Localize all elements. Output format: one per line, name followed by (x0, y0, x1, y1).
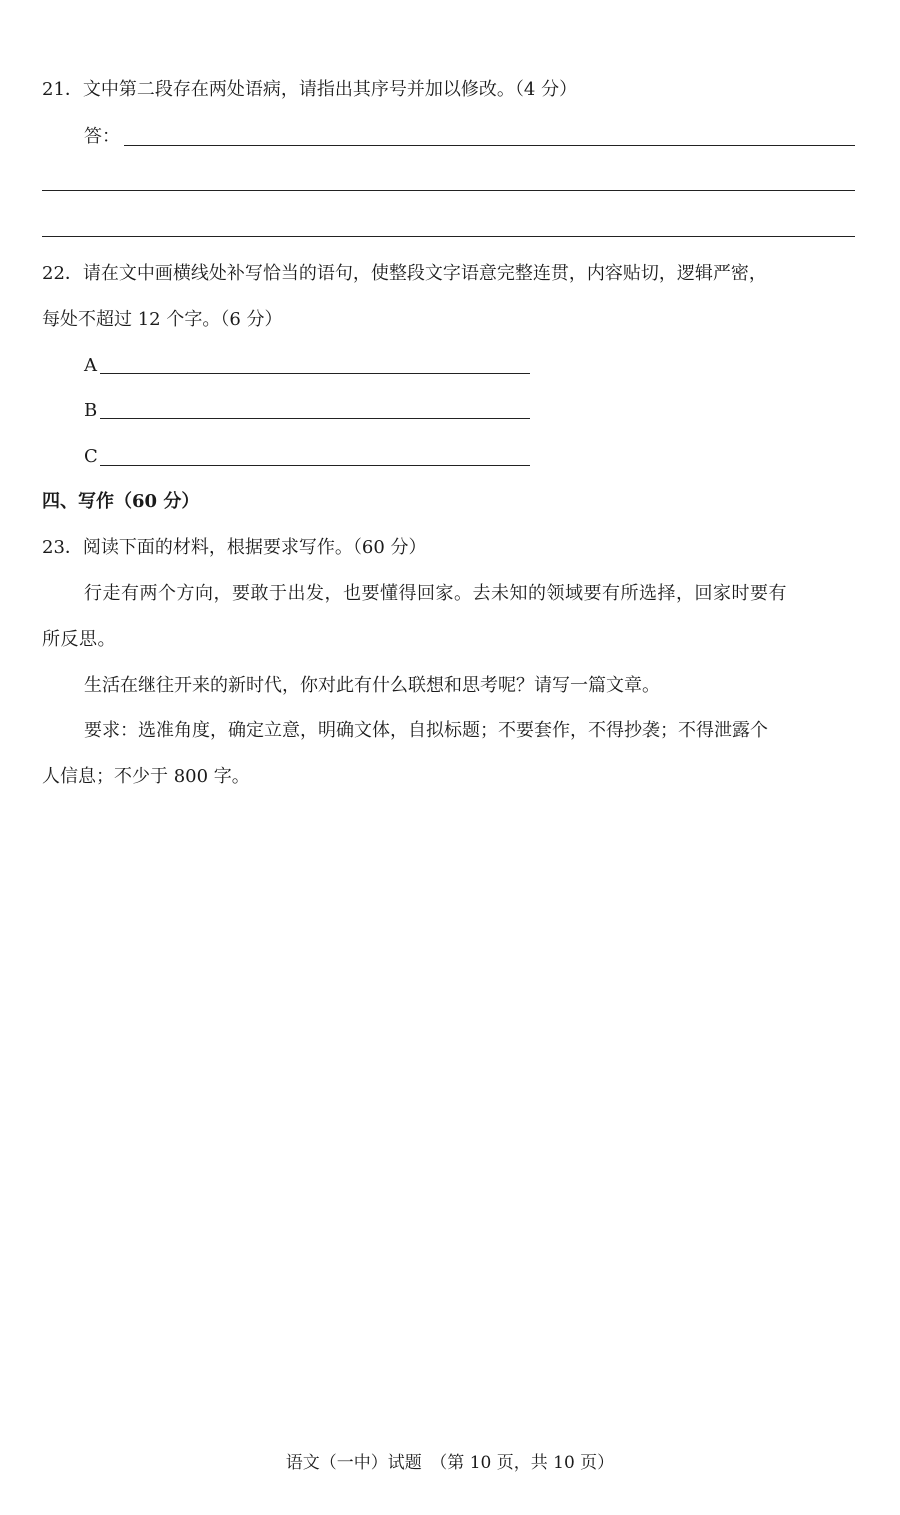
material-line-1: 行走有两个方向，要敢于出发，也要懂得回家。去未知的领域要有所选择，回家时要有 (84, 583, 787, 604)
blank-label-a: A (84, 355, 97, 376)
blank-line-a[interactable] (100, 373, 530, 374)
requirements-line-1: 要求：选准角度，确定立意，明确文体，自拟标题；不要套作，不得抄袭；不得泄露个 (84, 720, 768, 741)
answer-line-3[interactable] (42, 236, 855, 237)
question-22-line-2: 每处不超过 12 个字。（6 分） (42, 309, 283, 330)
requirements-line-2: 人信息；不少于 800 字。 (42, 766, 250, 787)
page-footer: 语文（一中）试题 （第 10 页，共 10 页） (285, 1453, 615, 1473)
writing-prompt: 生活在继往开来的新时代，你对此有什么联想和思考呢？请写一篇文章。 (84, 675, 660, 696)
blank-label-b: B (84, 400, 98, 421)
blank-line-c[interactable] (100, 465, 530, 466)
answer-line-2[interactable] (42, 190, 855, 191)
answer-label: 答： (84, 126, 120, 147)
question-21: 21．文中第二段存在两处语病，请指出其序号并加以修改。（4 分） (42, 79, 578, 100)
blank-line-b[interactable] (100, 418, 530, 419)
blank-label-c: C (84, 446, 98, 467)
question-22-line-1: 22．请在文中画横线处补写恰当的语句，使整段文字语意完整连贯，内容贴切，逻辑严密， (42, 263, 767, 284)
material-line-2: 所反思。 (42, 629, 116, 650)
question-23: 23．阅读下面的材料，根据要求写作。（60 分） (42, 537, 427, 558)
section-heading: 四、写作（60 分） (42, 491, 200, 512)
answer-line-1[interactable] (124, 145, 855, 146)
